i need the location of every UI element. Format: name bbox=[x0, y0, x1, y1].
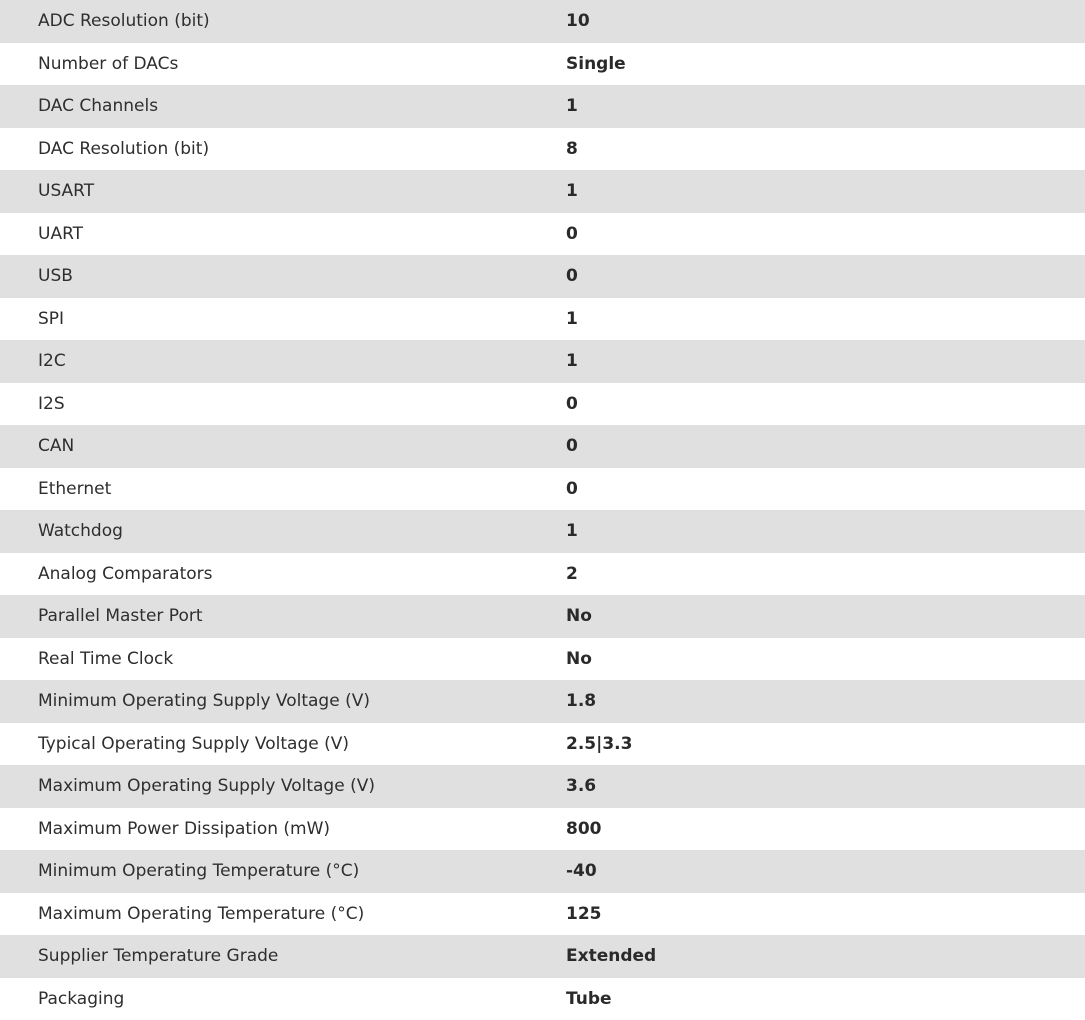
spec-label: Watchdog bbox=[0, 510, 566, 553]
spec-row bbox=[0, 595, 1085, 638]
spec-label: DAC Channels bbox=[0, 85, 566, 128]
spec-label: Supplier Temperature Grade bbox=[0, 935, 566, 978]
spec-value: 1.8 bbox=[566, 680, 1085, 723]
spec-row bbox=[0, 638, 1085, 681]
spec-row bbox=[0, 383, 1085, 426]
spec-value: -40 bbox=[566, 850, 1085, 893]
spec-label: Maximum Operating Temperature (°C) bbox=[0, 893, 566, 936]
spec-value: 0 bbox=[566, 255, 1085, 298]
spec-row bbox=[0, 0, 1085, 43]
spec-row bbox=[0, 723, 1085, 766]
spec-label: Minimum Operating Temperature (°C) bbox=[0, 850, 566, 893]
spec-value: 125 bbox=[566, 893, 1085, 936]
spec-row bbox=[0, 170, 1085, 213]
spec-value: No bbox=[566, 595, 1085, 638]
spec-row bbox=[0, 128, 1085, 171]
spec-value: 1 bbox=[566, 170, 1085, 213]
spec-row bbox=[0, 340, 1085, 383]
spec-label: Typical Operating Supply Voltage (V) bbox=[0, 723, 566, 766]
spec-label: Ethernet bbox=[0, 468, 566, 511]
spec-value: 1 bbox=[566, 85, 1085, 128]
spec-label: Maximum Power Dissipation (mW) bbox=[0, 808, 566, 851]
spec-label: SPI bbox=[0, 298, 566, 341]
spec-row bbox=[0, 978, 1085, 1020]
spec-row bbox=[0, 43, 1085, 86]
spec-value: 0 bbox=[566, 425, 1085, 468]
spec-value: 0 bbox=[566, 468, 1085, 511]
spec-value: Single bbox=[566, 43, 1085, 86]
spec-label: CAN bbox=[0, 425, 566, 468]
spec-row bbox=[0, 808, 1085, 851]
spec-label: USART bbox=[0, 170, 566, 213]
spec-label: ADC Resolution (bit) bbox=[0, 0, 566, 43]
spec-value: No bbox=[566, 638, 1085, 681]
spec-row bbox=[0, 765, 1085, 808]
spec-value: 1 bbox=[566, 510, 1085, 553]
spec-label: Real Time Clock bbox=[0, 638, 566, 681]
spec-value: 8 bbox=[566, 128, 1085, 171]
spec-value: 10 bbox=[566, 0, 1085, 43]
spec-value: 2.5|3.3 bbox=[566, 723, 1085, 766]
spec-label: Minimum Operating Supply Voltage (V) bbox=[0, 680, 566, 723]
spec-row bbox=[0, 425, 1085, 468]
spec-row bbox=[0, 893, 1085, 936]
spec-row bbox=[0, 935, 1085, 978]
spec-value: Tube bbox=[566, 978, 1085, 1020]
spec-row bbox=[0, 213, 1085, 256]
spec-value: 1 bbox=[566, 298, 1085, 341]
spec-row bbox=[0, 510, 1085, 553]
spec-label: DAC Resolution (bit) bbox=[0, 128, 566, 171]
spec-value: 0 bbox=[566, 213, 1085, 256]
spec-value: 2 bbox=[566, 553, 1085, 596]
spec-row bbox=[0, 85, 1085, 128]
spec-row bbox=[0, 468, 1085, 511]
spec-label: Maximum Operating Supply Voltage (V) bbox=[0, 765, 566, 808]
spec-label: I2C bbox=[0, 340, 566, 383]
spec-row bbox=[0, 850, 1085, 893]
spec-value: 800 bbox=[566, 808, 1085, 851]
spec-label: Analog Comparators bbox=[0, 553, 566, 596]
spec-label: UART bbox=[0, 213, 566, 256]
spec-label: Number of DACs bbox=[0, 43, 566, 86]
spec-label: Parallel Master Port bbox=[0, 595, 566, 638]
spec-label: USB bbox=[0, 255, 566, 298]
spec-row bbox=[0, 298, 1085, 341]
spec-value: 1 bbox=[566, 340, 1085, 383]
spec-row bbox=[0, 680, 1085, 723]
spec-label: Packaging bbox=[0, 978, 566, 1020]
spec-label: I2S bbox=[0, 383, 566, 426]
spec-row bbox=[0, 553, 1085, 596]
spec-value: 0 bbox=[566, 383, 1085, 426]
spec-value: Extended bbox=[566, 935, 1085, 978]
spec-row bbox=[0, 255, 1085, 298]
spec-value: 3.6 bbox=[566, 765, 1085, 808]
